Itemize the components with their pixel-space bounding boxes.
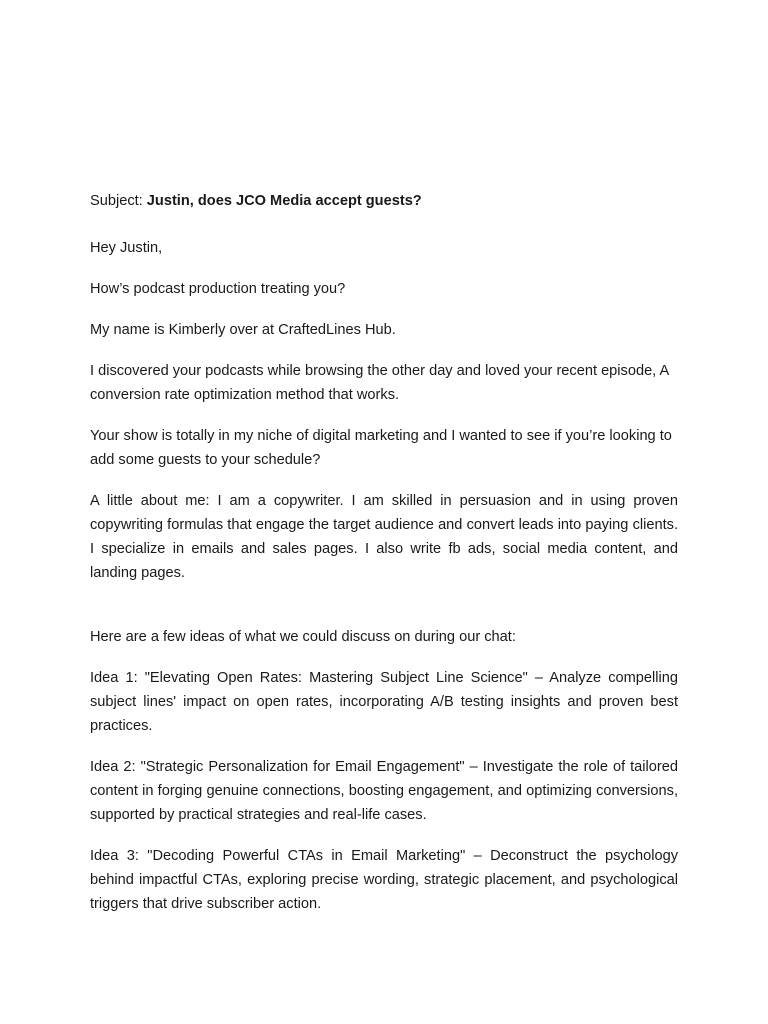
idea-item: Idea 3: "Decoding Powerful CTAs in Email Marketing" – Deconstruct the psychology behind impactful CTAs, exploring precise wording, strategic placement, and psychological triggers that drive subscriber action. (90, 848, 678, 912)
greeting: Hey Justin, (90, 240, 163, 256)
niche-paragraph: Your show is totally in my niche of digital marketing and I wanted to see if you’re looking to add some guests to your schedule? (90, 428, 672, 468)
idea-item: Idea 1: "Elevating Open Rates: Mastering Subject Line Science" – Analyze compelling subject lines' impact on open rates, incorporating A/B testing insights and proven best practices. (90, 670, 678, 734)
idea-item: Idea 2: "Strategic Personalization for Email Engagement" – Investigate the role of tailored content in forging genuine connections, boosting engagement, and optimizing conversions, supported by practical strategies and real-life cases. (90, 759, 678, 823)
subject-line (90, 189, 678, 213)
discovery-paragraph: I discovered your podcasts while browsing the other day and loved your recent episode, A conversion rate optimization method that works. (90, 363, 669, 403)
opener-paragraph: How’s podcast production treating you? (90, 281, 346, 297)
about-paragraph: A little about me: I am a copywriter. I am skilled in persuasion and in using proven copywriting formulas that engage the target audience and convert leads into paying clients. I specialize in emails and sales pages. I also write fb ads, social media content, and landing pages. (90, 493, 678, 581)
intro-paragraph: My name is Kimberly over at CraftedLines Hub. (90, 322, 396, 338)
ideas-intro-paragraph: Here are a few ideas of what we could discuss on during our chat: (90, 629, 516, 645)
subject-text: Justin, does JCO Media accept guests? (146, 193, 422, 209)
subject-label: Subject: (90, 193, 143, 209)
email-document (90, 189, 678, 933)
